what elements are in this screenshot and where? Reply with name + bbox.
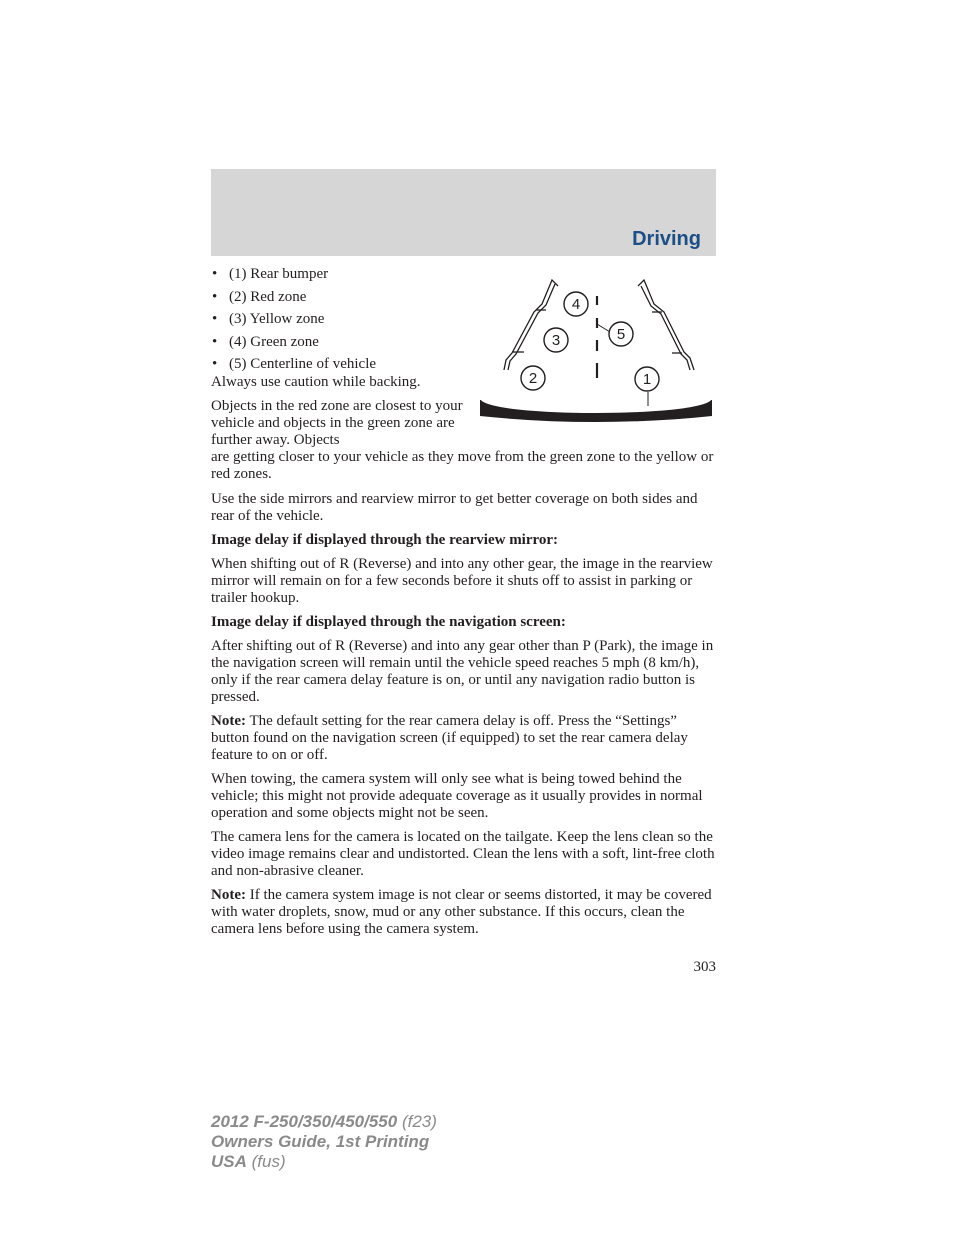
section-title: Driving xyxy=(632,228,701,250)
note-label: Note: xyxy=(211,712,246,729)
lens-paragraph: The camera lens for the camera is located on the tailgate. Keep the lens clean so the video image remains clear and undistorted. Clean the lens with a soft, lint-free cloth and non-abrasive cleaner. xyxy=(211,828,715,879)
mirrors-paragraph: Use the side mirrors and rearview mirror to get better coverage on both sides and rear of the vehicle. xyxy=(211,490,698,524)
zones-paragraph-start: Objects in the red zone are closest to your vehicle and objects in the green zone are further away. Objects xyxy=(211,397,463,448)
main-content xyxy=(211,266,716,945)
legend-item-red-zone: • (2) Red zone xyxy=(211,289,716,306)
legend-item-rear-bumper: • (1) Rear bumper xyxy=(211,266,716,283)
legend-item-centerline: • (5) Centerline of vehicle xyxy=(211,356,716,373)
callout-label-5: 5 xyxy=(616,326,626,343)
heading-navigation-screen: Image delay if displayed through the navigation screen: xyxy=(211,613,566,630)
callout-label-3: 3 xyxy=(551,332,561,349)
nav-delay-paragraph: After shifting out of R (Reverse) and into any gear other than P (Park), the image in the navigation screen will remain until the vehicle speed reaches 5 mph (8 km/h), only if the rear camera delay feature is on, or until any navigation radio button is pressed. xyxy=(211,637,714,705)
note-text: If the camera system image is not clear or seems distorted, it may be covered with water droplets, snow, mud or any other substance. If this occurs, clean the camera lens before using the camera system. xyxy=(211,886,712,937)
heading-rearview-mirror: Image delay if displayed through the rearview mirror: xyxy=(211,531,559,548)
legend-item-yellow-zone: • (3) Yellow zone xyxy=(211,311,716,328)
footer-line-model: 2012 F-250/350/450/550 (f23) xyxy=(211,1112,437,1131)
mirror-delay-paragraph: When shifting out of R (Reverse) and into any other gear, the image in the rearview mirror will remain on for a few seconds before it shuts off to assist in parking or trailer hookup. xyxy=(211,555,713,606)
note-label: Note: xyxy=(211,886,246,903)
caution-paragraph: Always use caution while backing. xyxy=(211,373,421,390)
note-settings-paragraph xyxy=(211,713,716,764)
note-text: The default setting for the rear camera delay is off. Press the “Settings” button found on the navigation screen (if equipped) to set the rear camera delay feature to on or off. xyxy=(211,712,688,763)
document-footer xyxy=(211,1112,437,1172)
callout-label-1: 1 xyxy=(642,371,652,388)
legend-list xyxy=(211,266,716,373)
footer-line-region: USA (fus) xyxy=(211,1152,286,1171)
zones-paragraph-end: are getting closer to your vehicle as they move from the green zone to the yellow or red zones. xyxy=(211,448,714,482)
legend-item-green-zone: • (4) Green zone xyxy=(211,334,716,351)
towing-paragraph: When towing, the camera system will only see what is being towed behind the vehicle; this might not provide adequate coverage as it usually provides in normal operation and some objects might not be seen. xyxy=(211,770,703,821)
footer-line-guide: Owners Guide, 1st Printing xyxy=(211,1132,430,1151)
section-header-bar xyxy=(211,169,716,256)
callout-label-2: 2 xyxy=(528,370,538,387)
note-distortion-paragraph xyxy=(211,887,716,938)
callout-label-4: 4 xyxy=(571,296,581,313)
page-number: 303 xyxy=(693,959,716,975)
